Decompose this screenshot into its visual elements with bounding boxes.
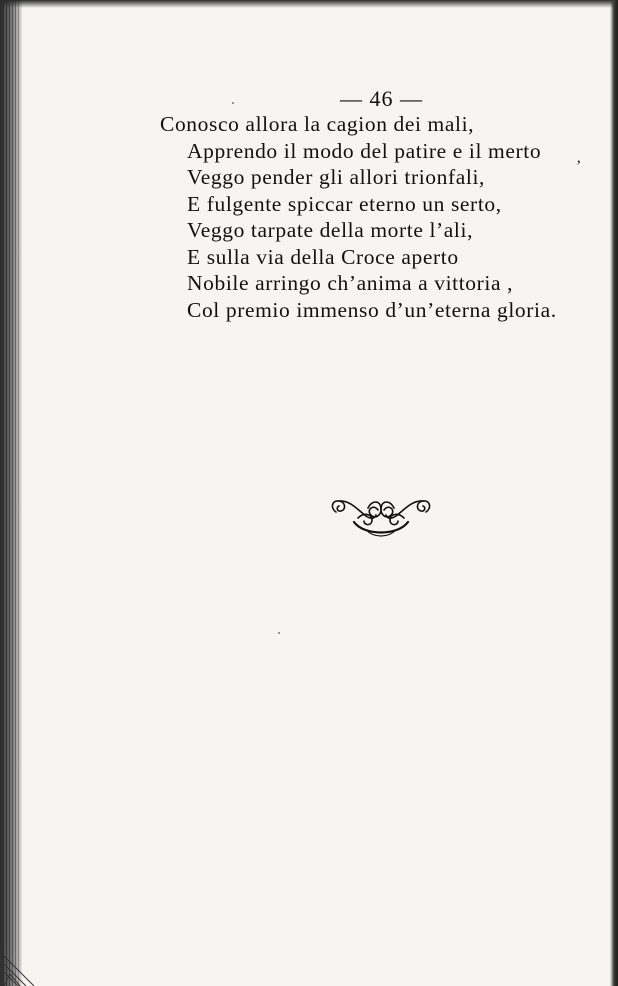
poem-line: Veggo tarpate della morte l’ali, xyxy=(187,218,474,242)
poem-line: Conosco allora la cagion dei mali, xyxy=(160,112,475,136)
page-corner-fold xyxy=(0,946,40,986)
fleuron-ornament-icon xyxy=(328,498,434,544)
paper-speck xyxy=(278,632,280,634)
page-top-shadow xyxy=(0,0,618,8)
poem-stanza xyxy=(160,111,580,323)
poem-line: Apprendo il modo del patire e il merto xyxy=(187,138,542,163)
poem-line: Veggo pender gli allori trionfali, xyxy=(187,165,486,189)
poem-line: Nobile arringo ch’anima a vittoria , xyxy=(187,271,514,295)
poem-line: Col premio immenso d’un’eterna gloria. xyxy=(187,297,557,322)
page-right-edge xyxy=(610,0,618,986)
page-number: — 46 — xyxy=(340,86,423,111)
paper-speck xyxy=(232,102,234,104)
poem-line: E sulla via della Croce aperto xyxy=(187,244,459,269)
spine-texture xyxy=(3,0,19,986)
poem-line: E fulgente spiccar eterno un serto, xyxy=(187,191,502,216)
stray-comma-mark: ’ xyxy=(576,158,582,175)
